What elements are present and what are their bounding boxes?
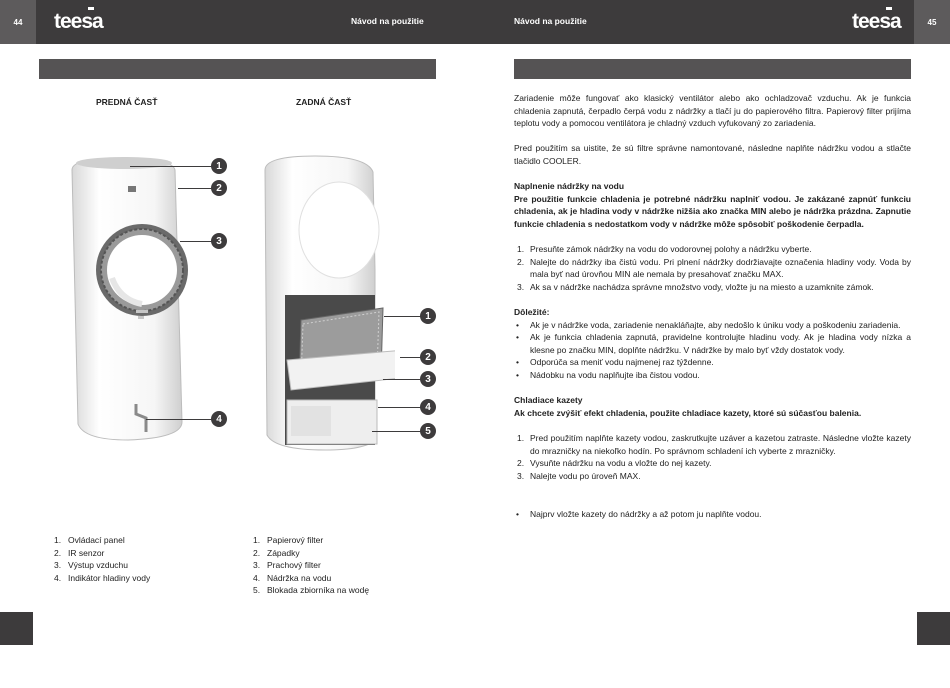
page-number-left: 44 (0, 0, 36, 44)
callout-back-1: 1 (420, 308, 436, 324)
front-view-image (60, 150, 190, 450)
header-bar (0, 0, 950, 44)
callout-back-2: 2 (420, 349, 436, 365)
list-item: • Najprv vložte kazety do nádržky a až potom ju naplňte vodou. (516, 508, 762, 519)
callout-line (146, 419, 212, 420)
list-item: 3. Výstup vzduchu (54, 560, 129, 571)
back-heading: ZADNÁ ČASŤ (296, 97, 352, 107)
list-item: 4. Indikátor hladiny vody (54, 572, 151, 583)
back-view-image (255, 150, 395, 460)
callout-front-1: 1 (211, 158, 227, 174)
header-title-right: Návod na použitie (514, 16, 587, 26)
list-item: 3. Nalejte vodu po úroveň MAX. (517, 470, 641, 481)
callout-back-3: 3 (420, 371, 436, 387)
before-use-paragraph: Pred použitím sa uistite, že sú filtre správne namontované, následne naplňte nádržku vodou a stlačte tlačidlo COOLER. (514, 143, 911, 166)
section-bar-right (514, 59, 911, 79)
page-number-right: 45 (914, 0, 950, 44)
callout-line (400, 357, 421, 358)
fill-heading: Naplnenie nádržky na vodu (514, 181, 625, 192)
callout-line (178, 188, 212, 189)
footer-block-left (0, 612, 33, 645)
front-parts-list (54, 534, 150, 584)
list-item: 3. Prachový filter (253, 560, 321, 571)
right-column (514, 92, 911, 520)
callout-front-3: 3 (211, 233, 227, 249)
list-item: 2. IR senzor (54, 547, 105, 558)
footer-block-right (917, 612, 950, 645)
callout-back-4: 4 (420, 399, 436, 415)
cassette-steps (514, 432, 911, 482)
fill-warning: Pre použitie funkcie chladenia je potrebné nádržku naplniť vodou. Je zakázané zapnúť funkciu chladenia, ak je hladina vody v nádržke nižšia ako značka MIN alebo je nádržka prázdna. Zapnutie funkcie chladenia s nedostatkom vody v nádržke môže spôsobiť poškodenie čerpadla. (514, 193, 911, 229)
final-list (514, 508, 911, 521)
intro-paragraph: Zariadenie môže fungovať ako klasický ventilátor alebo ako ochladzovač vzduchu. Ak je funkcia chladenia zapnutá, čerpadlo čerpá vodu z nádržky a tlačí ju do papierového filtra. Papierový filter prijíma teplotu vody a pomocou ventilátora je chladný vzduch vyfukovaný zo zariadenia. (514, 93, 911, 129)
callout-line (130, 166, 212, 167)
callout-line (378, 407, 421, 408)
list-item: 1. Presuňte zámok nádržky na vodu do vodorovnej polohy a nádržku vyberte. (517, 244, 812, 255)
list-item: 1. Pred použitím naplňte kazety vodou, zaskrutkujte uzáver a kazetou zatraste. Následne vložte kazety do mrazničky na niekoľko hodín. Po správnom schladení ich vyberte z mrazničky. (517, 433, 911, 456)
list-item: 3. Ak sa v nádržke nachádza správne množstvo vody, vložte ju na miesto a uzamknite zámok. (517, 281, 874, 292)
front-heading: PREDNÁ ČASŤ (96, 97, 158, 107)
list-item: • Odporúča sa meniť vodu najmenej raz týždenne. (516, 357, 714, 368)
callout-front-4: 4 (211, 411, 227, 427)
list-item: • Ak je v nádržke voda, zariadenie nenakláňajte, aby nedošlo k úniku vody a poškodeniu zariadenia. (516, 319, 901, 330)
cassette-subheading: Ak chcete zvýšiť efekt chladenia, použite chladiace kazety, ktoré sú súčasťou balenia. (514, 407, 862, 418)
back-parts-list (253, 534, 369, 597)
important-list (514, 319, 911, 382)
callout-back-5: 5 (420, 423, 436, 439)
logo-accent-left (88, 7, 94, 10)
list-item: 2. Vysuňte nádržku na vodu a vložte do nej kazety. (517, 458, 712, 469)
list-item: 5. Blokada zbiorníka na wodę (253, 585, 370, 596)
list-item: 1. Ovládací panel (54, 535, 125, 545)
brand-logo-left: teesa (54, 10, 103, 33)
cassette-heading: Chladiace kazety (514, 395, 583, 406)
brand-logo-right: teesa (852, 10, 901, 33)
list-item: • Nádobku na vodu naplňujte iba čistou vodou. (516, 370, 700, 381)
callout-line (180, 241, 212, 242)
list-item: 4. Nádržka na vodu (253, 572, 332, 583)
callout-line (372, 431, 421, 432)
callout-line (384, 316, 421, 317)
section-bar-left (39, 59, 436, 79)
callout-line (383, 379, 421, 380)
important-heading: Dôležité: (514, 307, 550, 318)
list-item: • Ak je funkcia chladenia zapnutá, pravidelne kontrolujte hladinu vody. Ak je hladina vody nízka a klesne po značku MIN, doplňte nádržku. V nádržke by malo byť vždy dostatok vody. (516, 332, 911, 355)
logo-accent-right (886, 7, 892, 10)
fill-steps (514, 243, 911, 293)
list-item: 2. Západky (253, 547, 300, 558)
list-item: 2. Nalejte do nádržky iba čistú vodu. Pri plnení nádržky dodržiavajte označenia hladiny vody. Voda by mala byť nad úrovňou MIN ale nemala by presahovať značku MAX. (517, 256, 911, 280)
header-title-left: Návod na použitie (351, 16, 424, 26)
list-item: 1. Papierový filter (253, 535, 324, 545)
callout-front-2: 2 (211, 180, 227, 196)
